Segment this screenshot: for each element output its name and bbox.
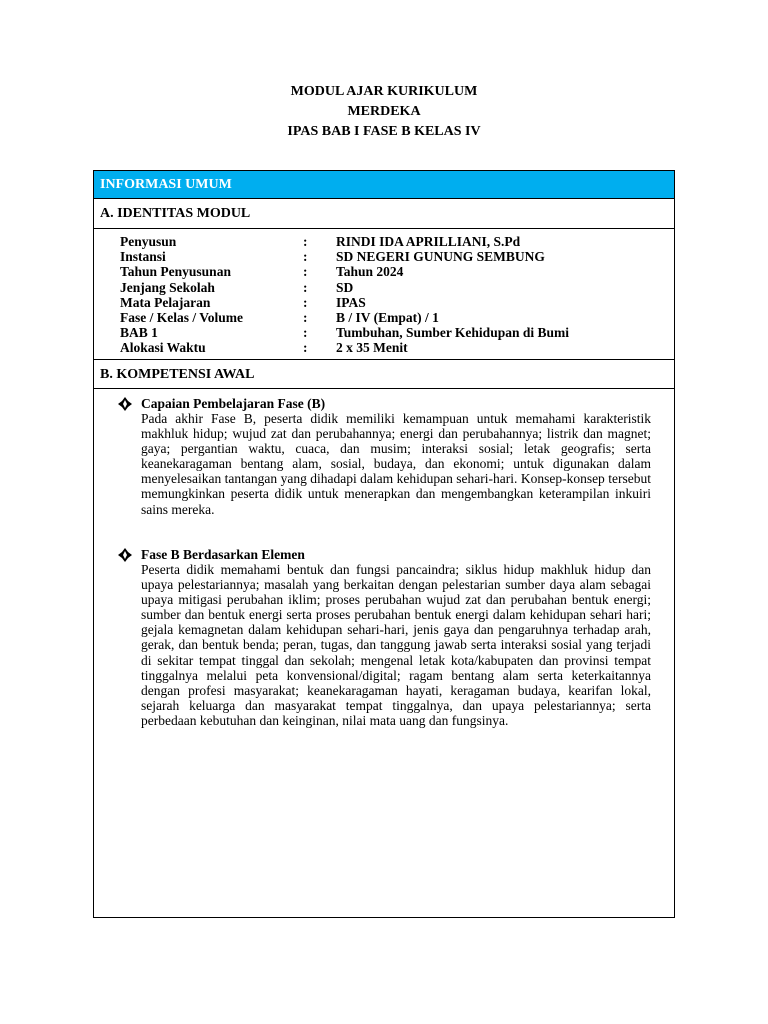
identity-row-penyusun	[94, 234, 674, 249]
identity-value: IPAS	[336, 294, 366, 310]
identity-value: SD NEGERI GUNUNG SEMBUNG	[336, 249, 545, 265]
title-line-2: MERDEKA	[347, 104, 421, 119]
identity-value: RINDI IDA APRILLIANI, S.Pd	[336, 234, 521, 249]
title-line-1: MODUL AJAR KURIKULUM	[290, 84, 478, 99]
identity-row-instansi	[94, 249, 674, 264]
section-b-heading: B. KOMPETENSI AWAL	[94, 360, 674, 389]
identity-row-jenjang	[94, 280, 674, 295]
diamond-bullet-icon	[118, 397, 132, 411]
module-table	[93, 170, 675, 918]
identity-value: 2 x 35 Menit	[336, 340, 408, 356]
fase-b-title: Fase B Berdasarkan Elemen	[141, 547, 305, 562]
identity-colon: :	[303, 294, 308, 310]
identity-label: Mata Pelajaran	[120, 294, 211, 310]
identity-colon: :	[303, 325, 308, 341]
identity-colon: :	[303, 279, 308, 295]
document-title	[0, 82, 768, 142]
identity-colon: :	[303, 264, 308, 280]
identity-block	[94, 229, 674, 360]
identity-row-alokasi	[94, 340, 674, 355]
identity-row-fase	[94, 310, 674, 325]
identity-label: BAB 1	[120, 325, 158, 341]
capaian-title: Capaian Pembelajaran Fase (B)	[141, 396, 326, 411]
identity-row-bab	[94, 325, 674, 340]
identity-colon: :	[303, 340, 308, 356]
identity-value: Tumbuhan, Sumber Kehidupan di Bumi	[336, 325, 569, 341]
identity-label: Tahun Penyusunan	[120, 264, 231, 280]
identity-value: SD	[336, 279, 354, 295]
identity-colon: :	[303, 234, 308, 249]
capaian-text: Pada akhir Fase B, peserta didik memiliki kemampuan untuk memahami karakteristik makhluk hidup; wujud zat dan perubahannya; energi dan perubahannya; listrik dan magnet; gaya; pergantian waktu, cuaca, dan musim; interaksi sosial; letak geografis; serta keanekaragaman bentang alam, sosial, budaya, dan ekonomi; untuk digunakan dalam menyelesaikan tantangan yang dihadapi dalam kehidupan sehari-hari. Konsep-konsep tersebut memungkinkan peserta didik untuk menerapkan dan mengembangkan keterampilan inkuiri sains mereka.	[141, 411, 651, 517]
section-a-heading: A. IDENTITAS MODUL	[94, 199, 674, 229]
identity-row-mapel	[94, 295, 674, 310]
identity-value: B / IV (Empat) / 1	[336, 310, 439, 325]
identity-value: Tahun 2024	[336, 264, 404, 280]
identity-colon: :	[303, 310, 308, 325]
identity-label: Jenjang Sekolah	[120, 279, 215, 295]
identity-label: Instansi	[120, 249, 166, 265]
identity-row-tahun	[94, 264, 674, 279]
title-line-3: IPAS BAB I FASE B KELAS IV	[287, 124, 481, 139]
identity-label: Alokasi Waktu	[120, 340, 206, 356]
identity-colon: :	[303, 249, 308, 265]
identity-label: Penyusun	[120, 234, 177, 249]
identity-label: Fase / Kelas / Volume	[120, 310, 244, 325]
fase-b-text: Peserta didik memahami bentuk dan fungsi pancaindra; siklus hidup makhluk hidup dan upaya pelestariannya; masalah yang berkaitan dengan pelestarian sumber daya alam sebagai upaya mitigasi perubahan iklim; proses perubahan wujud zat dan perubahan bentuk energi; sumber dan bentuk energi serta proses perubahan bentuk energi dalam kehidupan sehari hari; gejala kemagnetan dalam kehidupan sehari-hari, jenis gaya dan pengaruhnya terhadap arah, gerak, dan bentuk benda; peran, tugas, dan tanggung jawab serta interaksi sosial yang terjadi di sekitar tempat tinggal dan sekolah; mengenal letak kota/kabupaten dan provinsi tempat tinggalnya melalui peta konvensional/digital; ragam bentang alam serta keterkaitannya dengan profesi masyarakat; keanekaragaman hayati, keragaman budaya, kearifan lokal, sejarah keluarga dan masyarakat tempat tinggalnya, dan upaya pelestariannya; serta perbedaan kebutuhan dan keinginan, nilai mata uang dan fungsinya.	[141, 562, 651, 728]
diamond-bullet-icon	[118, 548, 132, 562]
informasi-umum-header: INFORMASI UMUM	[94, 171, 674, 199]
